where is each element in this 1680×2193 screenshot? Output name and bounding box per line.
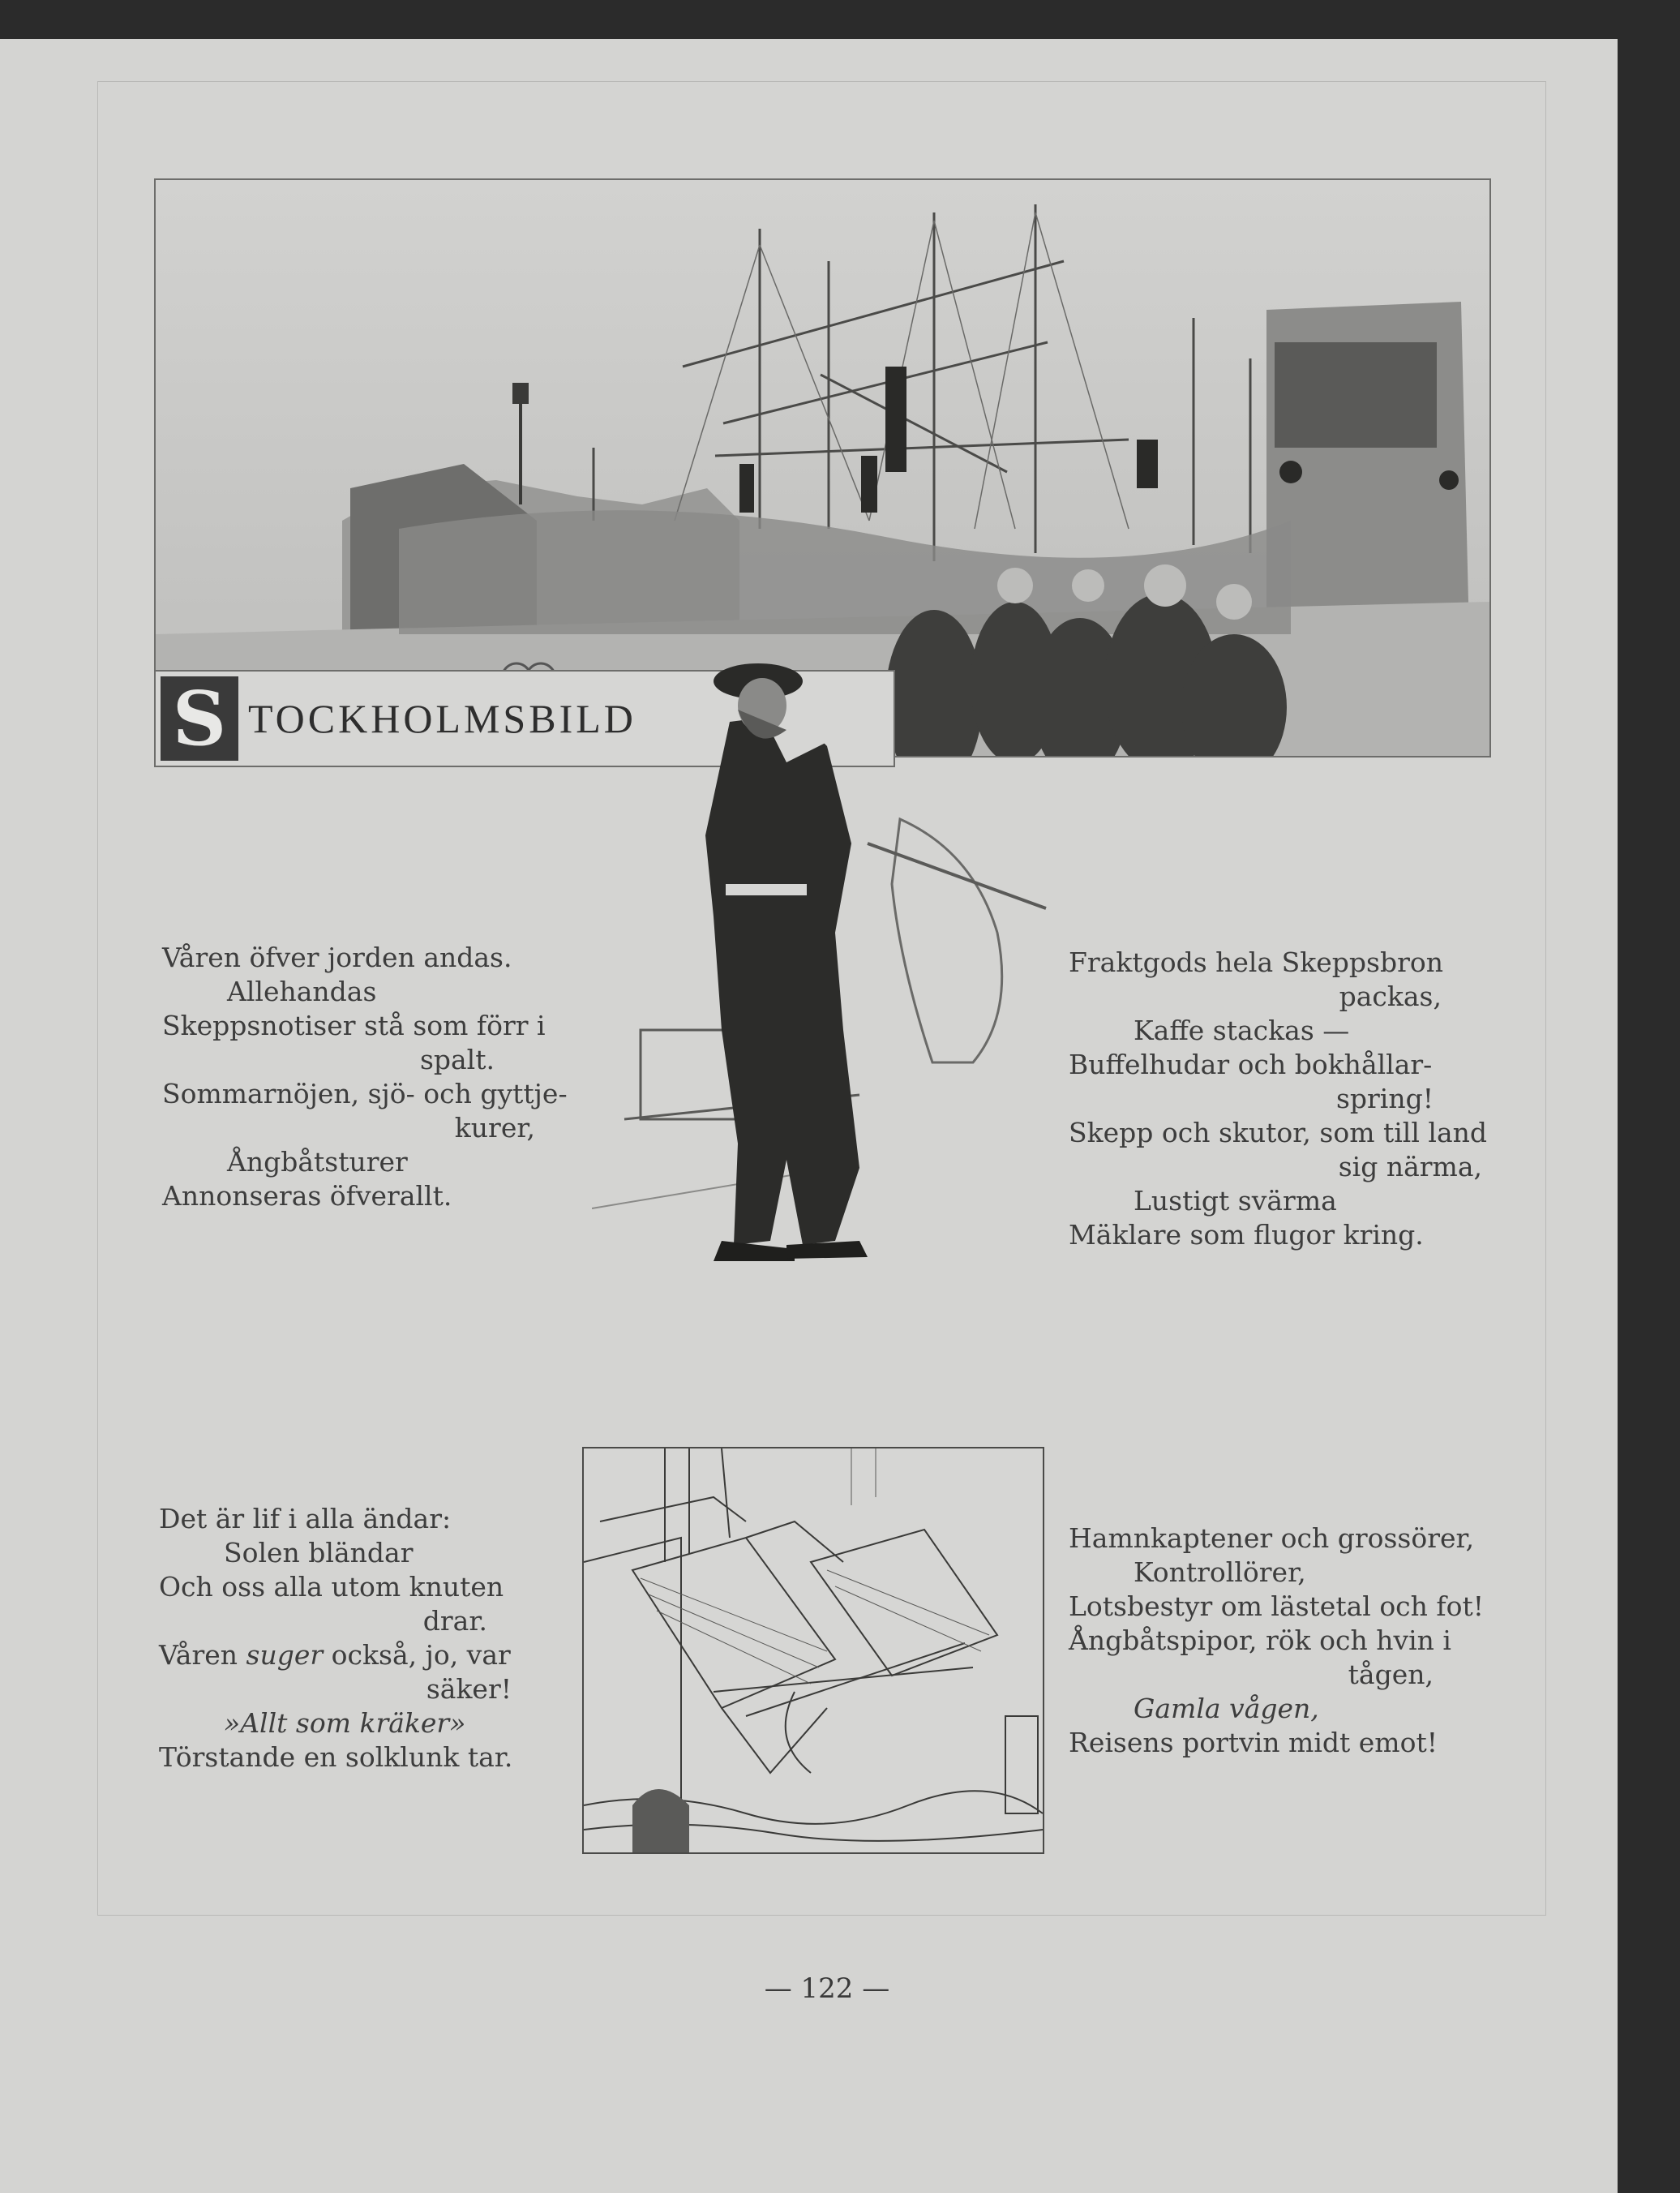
bridge-illustration bbox=[582, 1447, 1044, 1854]
verse-line: Törstande en solklunk tar. bbox=[159, 1741, 513, 1773]
verse-word: Våren bbox=[159, 1639, 238, 1671]
verse-line bbox=[159, 1638, 564, 1672]
sailor-drawing bbox=[592, 641, 1078, 1273]
verse-word: också, jo, var bbox=[331, 1639, 511, 1671]
verse-emphasis: »Allt som kräker» bbox=[224, 1707, 466, 1739]
sailor-illustration bbox=[592, 641, 1078, 1273]
page-number: — 122 — bbox=[764, 1972, 890, 2005]
verse-emphasis: suger bbox=[246, 1639, 324, 1671]
verse-line: Ångbåtsturer bbox=[227, 1146, 408, 1178]
poem-verse-1 bbox=[162, 941, 568, 1213]
verse-line: Ångbåtspipor, rök och hvin i bbox=[1069, 1624, 1451, 1656]
title-initial: S bbox=[161, 676, 238, 761]
title-text: TOCKHOLMSBILD bbox=[248, 696, 636, 741]
verse-line: Skepp och skutor, som till land bbox=[1069, 1117, 1488, 1148]
verse-line: Lotsbestyr om lästetal och fot! bbox=[1069, 1590, 1485, 1622]
verse-line: drar. bbox=[422, 1605, 487, 1637]
verse-line: Kaffe stackas — bbox=[1134, 1015, 1350, 1046]
verse-line: Allehandas bbox=[227, 976, 377, 1007]
verse-line: spalt. bbox=[419, 1044, 495, 1075]
verse-line: Buffelhudar och bokhållar- bbox=[1069, 1049, 1433, 1080]
verse-line: Hamnkaptener och grossörer, bbox=[1069, 1522, 1475, 1554]
verse-line: Fraktgods hela Skeppsbron bbox=[1069, 946, 1443, 978]
verse-line: Våren öfver jorden andas. bbox=[162, 942, 512, 973]
bridge-drawing bbox=[584, 1448, 1043, 1852]
verse-line: kurer, bbox=[454, 1112, 535, 1144]
verse-line: Reisens portvin midt emot! bbox=[1069, 1727, 1438, 1758]
verse-line: Mäklare som flugor kring. bbox=[1069, 1219, 1424, 1251]
poem-verse-3 bbox=[159, 1502, 564, 1775]
verse-line: Skeppsnotiser stå som förr i bbox=[162, 1010, 546, 1041]
verse-line: säker! bbox=[426, 1673, 512, 1705]
verse-line: Sommarnöjen, sjö- och gyttje- bbox=[162, 1078, 568, 1109]
verse-line: Annonseras öfverallt. bbox=[162, 1180, 452, 1212]
poem-verse-2 bbox=[1069, 946, 1490, 1252]
verse-line: Lustigt svärma bbox=[1134, 1185, 1337, 1217]
verse-emphasis: Gamla vågen, bbox=[1134, 1693, 1319, 1724]
verse-line: sig närma, bbox=[1338, 1151, 1482, 1182]
verse-line: spring! bbox=[1335, 1083, 1434, 1114]
verse-line: Det är lif i alla ändar: bbox=[159, 1503, 452, 1534]
poem-verse-4 bbox=[1069, 1521, 1490, 1760]
verse-line bbox=[159, 1706, 564, 1740]
verse-line: Solen bländar bbox=[224, 1537, 414, 1569]
verse-line: Och oss alla utom knuten bbox=[159, 1571, 504, 1603]
verse-line: Kontrollörer, bbox=[1134, 1556, 1306, 1588]
verse-line: packas, bbox=[1339, 981, 1442, 1012]
verse-line bbox=[1069, 1692, 1490, 1726]
verse-line: tågen, bbox=[1348, 1659, 1434, 1690]
